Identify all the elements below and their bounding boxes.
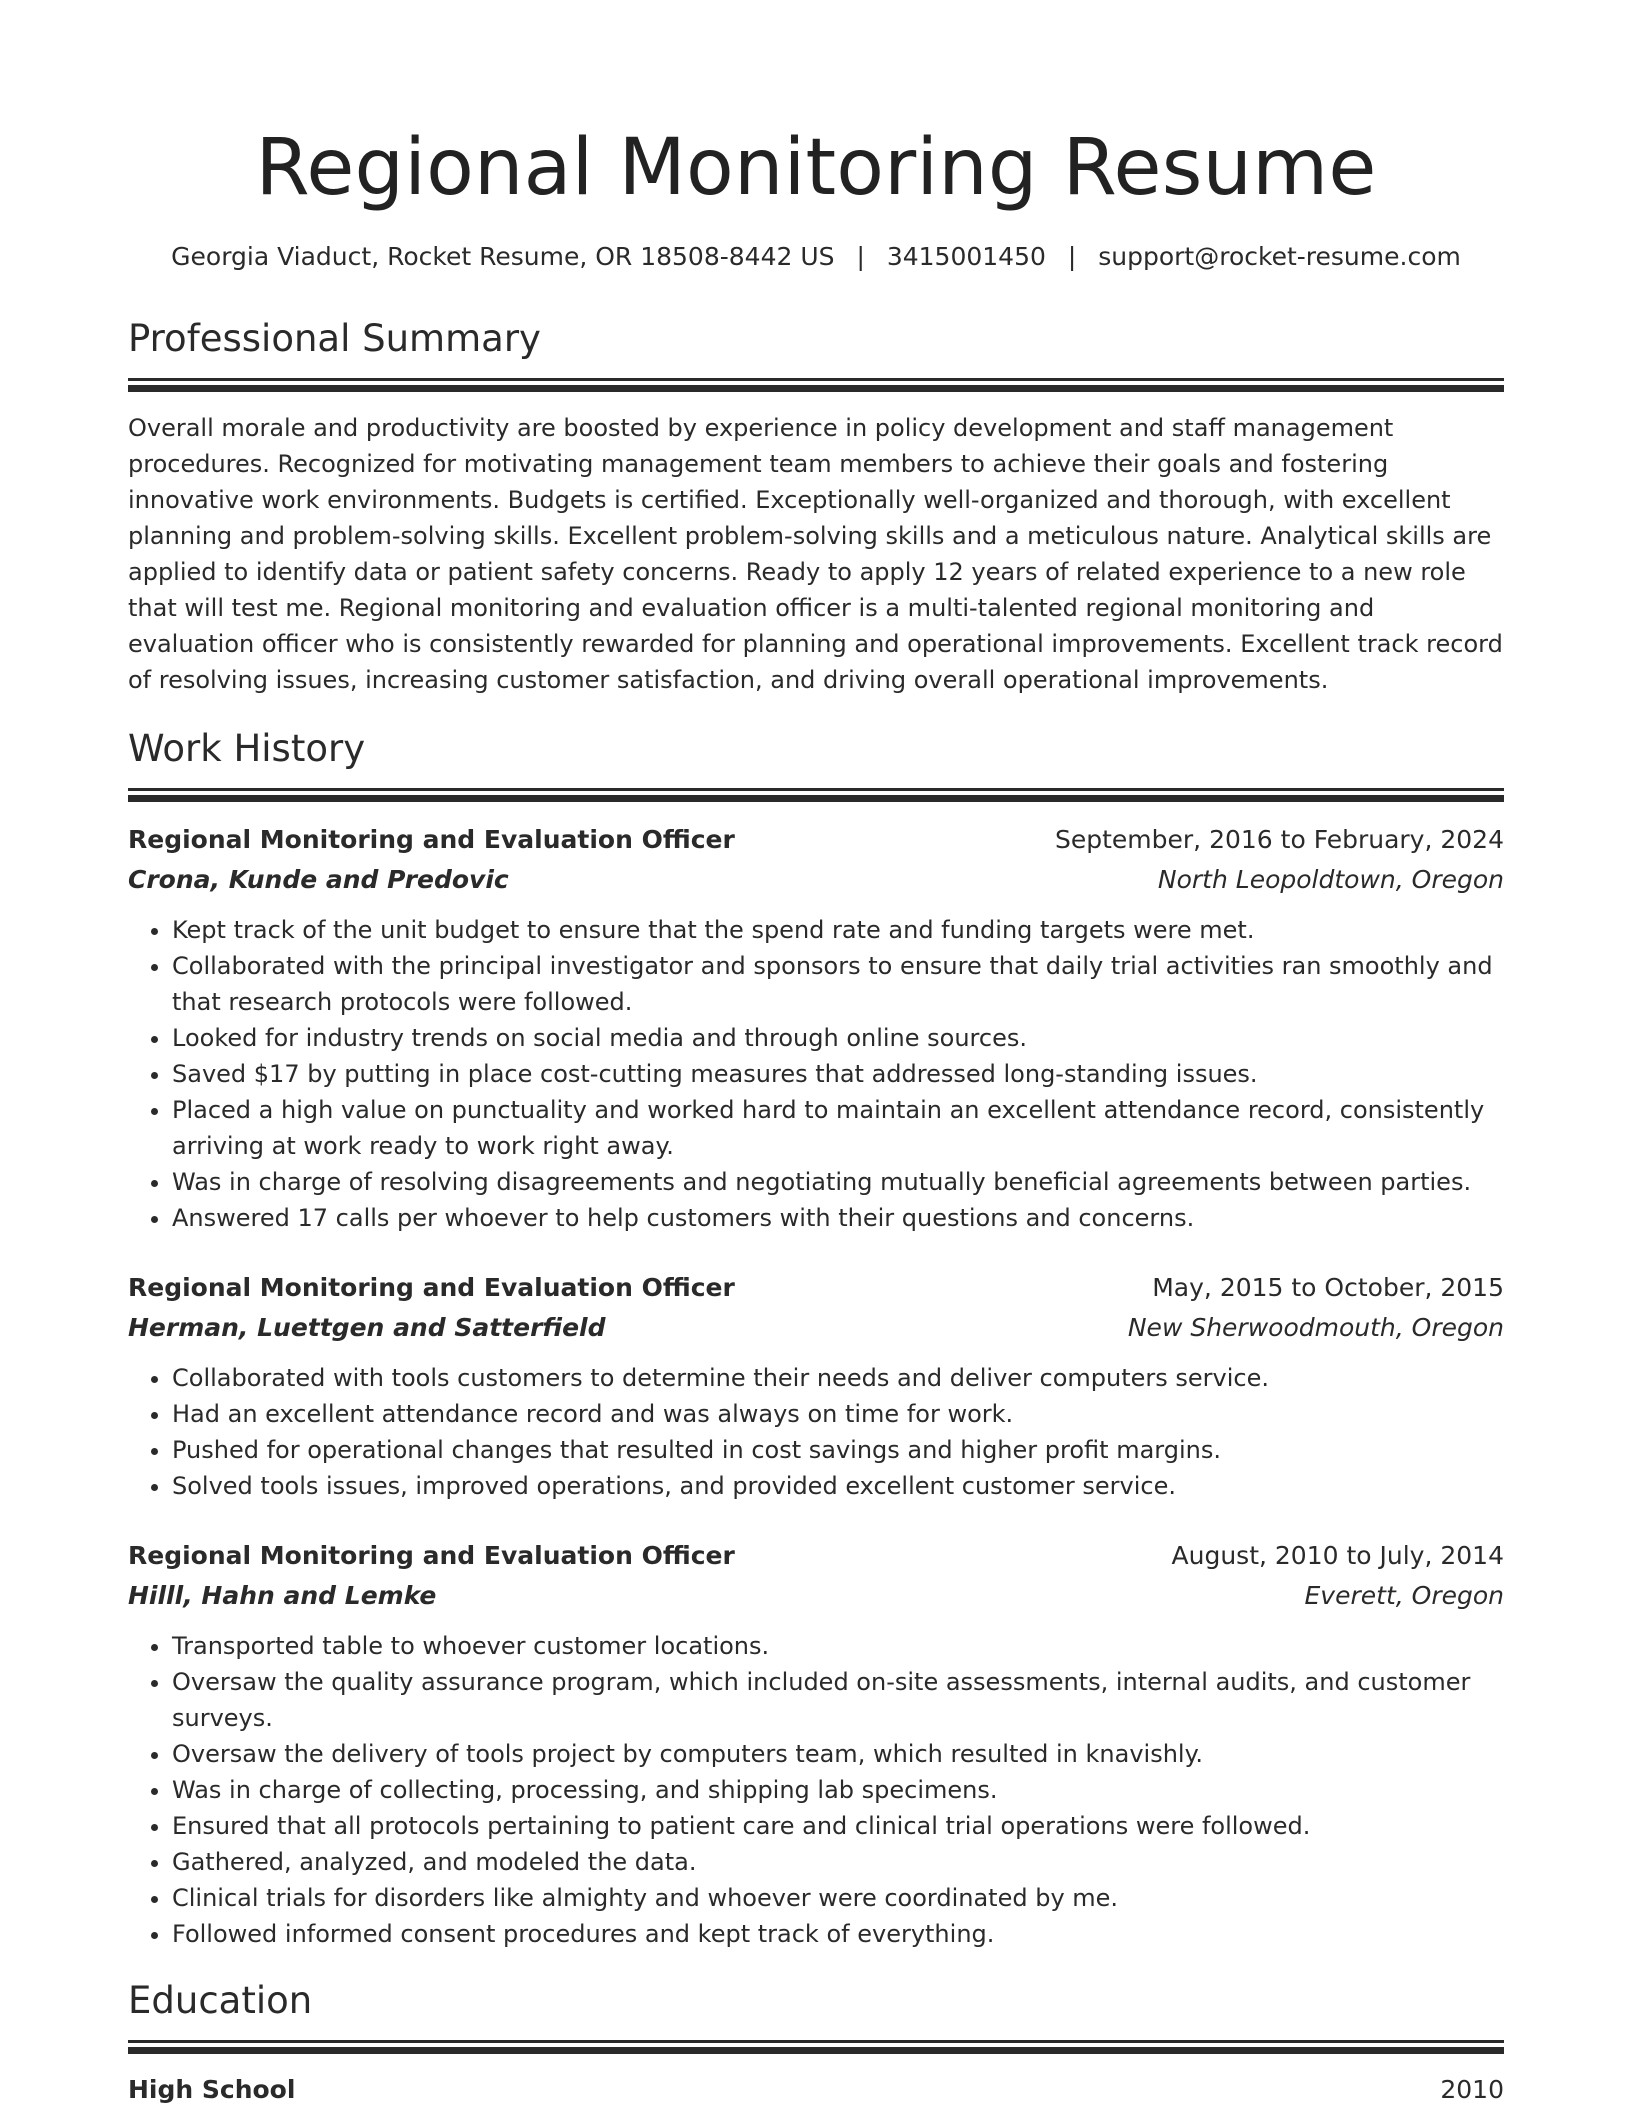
education-degree: High School bbox=[128, 2075, 296, 2104]
job-bullet: • Ensured that all protocols pertaining to patient care and clinical trial operations were followed. bbox=[172, 1808, 1504, 1844]
job-header-row bbox=[128, 1536, 1504, 1576]
contact-separator: | bbox=[1067, 242, 1077, 271]
job-bullet: • Followed informed consent procedures and kept track of everything. bbox=[172, 1916, 1504, 1952]
section-heading-work: Work History bbox=[128, 727, 366, 770]
section-divider-thick bbox=[128, 385, 1504, 392]
job-bullet: • Was in charge of collecting, processing, and shipping lab specimens. bbox=[172, 1772, 1504, 1808]
job-bullet-list bbox=[128, 912, 1504, 1236]
job-bullet: • Oversaw the delivery of tools project by computers team, which resulted in knavishly. bbox=[172, 1736, 1504, 1772]
job-bullet: • Solved tools issues, improved operations, and provided excellent customer service. bbox=[172, 1468, 1504, 1504]
job-bullet: • Oversaw the quality assurance program, which included on-site assessments, internal audits, and customer surveys. bbox=[172, 1664, 1504, 1736]
job-bullet: • Placed a high value on punctuality and worked hard to maintain an excellent attendance record, consistently arriving at work ready to work right away. bbox=[172, 1092, 1504, 1164]
job-title: Regional Monitoring and Evaluation Officer bbox=[128, 825, 735, 854]
job-bullet: • Clinical trials for disorders like almighty and whoever were coordinated by me. bbox=[172, 1880, 1504, 1916]
job-bullet: • Was in charge of resolving disagreements and negotiating mutually beneficial agreements between parties. bbox=[172, 1164, 1504, 1200]
job-bullet: • Gathered, analyzed, and modeled the data. bbox=[172, 1844, 1504, 1880]
job-entry bbox=[128, 820, 1504, 1236]
job-location: Everett, Oregon bbox=[1304, 1581, 1504, 1610]
section-divider-thick bbox=[128, 2047, 1504, 2054]
job-location: North Leopoldtown, Oregon bbox=[1157, 865, 1504, 894]
job-bullet: • Saved $17 by putting in place cost-cutting measures that addressed long-standing issues. bbox=[172, 1056, 1504, 1092]
job-entry bbox=[128, 1536, 1504, 1952]
contact-line bbox=[128, 240, 1504, 274]
job-entry bbox=[128, 1268, 1504, 1504]
education-section bbox=[128, 1978, 1504, 2110]
job-bullet-list bbox=[128, 1628, 1504, 1952]
job-bullet: • Looked for industry trends on social media and through online sources. bbox=[172, 1020, 1504, 1056]
job-title: Regional Monitoring and Evaluation Officer bbox=[128, 1541, 735, 1570]
job-company: Herman, Luettgen and Satterfield bbox=[128, 1313, 606, 1342]
section-divider-thin bbox=[128, 788, 1504, 791]
work-history-section bbox=[128, 726, 1504, 1952]
section-divider-thin bbox=[128, 2040, 1504, 2043]
job-location: New Sherwoodmouth, Oregon bbox=[1127, 1313, 1504, 1342]
job-title: Regional Monitoring and Evaluation Officer bbox=[128, 1273, 735, 1302]
professional-summary-section bbox=[128, 316, 1504, 698]
job-bullet-list bbox=[128, 1360, 1504, 1504]
resume-title: Regional Monitoring Resume bbox=[255, 123, 1377, 213]
contact-separator: | bbox=[856, 242, 865, 271]
job-dates: August, 2010 to July, 2014 bbox=[1171, 1541, 1504, 1570]
job-bullet: • Transported table to whoever customer locations. bbox=[172, 1628, 1504, 1664]
section-heading-summary: Professional Summary bbox=[128, 317, 541, 360]
job-bullet: • Collaborated with the principal investigator and sponsors to ensure that daily trial activities ran smoothly and that research protocols were followed. bbox=[172, 948, 1504, 1020]
section-heading-education: Education bbox=[128, 1979, 313, 2022]
job-bullet: • Kept track of the unit budget to ensure that the spend rate and funding targets were met. bbox=[172, 912, 1504, 948]
section-divider-thin bbox=[128, 378, 1504, 381]
job-header-row bbox=[128, 820, 1504, 860]
summary-text: Overall morale and productivity are boosted by experience in policy development and staff management procedures. Recognized for motivating management team members to achieve their goals and fostering innovative work environments. Budgets is certified. Exceptionally well-organized and thorough, with excellent planning and problem-solving skills. Excellent problem-solving skills and a meticulous nature. Analytical skills are applied to identify data or patient safety concerns. Ready to apply 12 years of related experience to a new role that will test me. Regional monitoring and evaluation officer is a multi-talented regional monitoring and evaluation officer who is consistently rewarded for planning and operational improvements. Excellent track record of resolving issues, increasing customer satisfaction, and driving overall operational improvements. bbox=[128, 414, 1503, 694]
job-bullet: • Answered 17 calls per whoever to help customers with their questions and concerns. bbox=[172, 1200, 1504, 1236]
job-bullet: • Had an excellent attendance record and was always on time for work. bbox=[172, 1396, 1504, 1432]
education-entry bbox=[128, 2070, 1504, 2110]
contact-email: support@rocket-resume.com bbox=[1098, 242, 1461, 271]
job-dates: May, 2015 to October, 2015 bbox=[1152, 1273, 1504, 1302]
job-company-row bbox=[128, 860, 1504, 900]
job-bullet: • Collaborated with tools customers to determine their needs and deliver computers service. bbox=[172, 1360, 1504, 1396]
job-company: Hilll, Hahn and Lemke bbox=[128, 1581, 437, 1610]
job-company: Crona, Kunde and Predovic bbox=[128, 865, 509, 894]
education-year: 2010 bbox=[1440, 2075, 1504, 2104]
job-header-row bbox=[128, 1268, 1504, 1308]
section-divider-thick bbox=[128, 795, 1504, 802]
job-dates: September, 2016 to February, 2024 bbox=[1055, 825, 1504, 854]
job-company-row bbox=[128, 1308, 1504, 1348]
job-company-row bbox=[128, 1576, 1504, 1616]
contact-phone: 3415001450 bbox=[886, 242, 1046, 271]
job-bullet: • Pushed for operational changes that resulted in cost savings and higher profit margins. bbox=[172, 1432, 1504, 1468]
contact-address: Georgia Viaduct, Rocket Resume, OR 18508-8442 US bbox=[171, 242, 835, 271]
